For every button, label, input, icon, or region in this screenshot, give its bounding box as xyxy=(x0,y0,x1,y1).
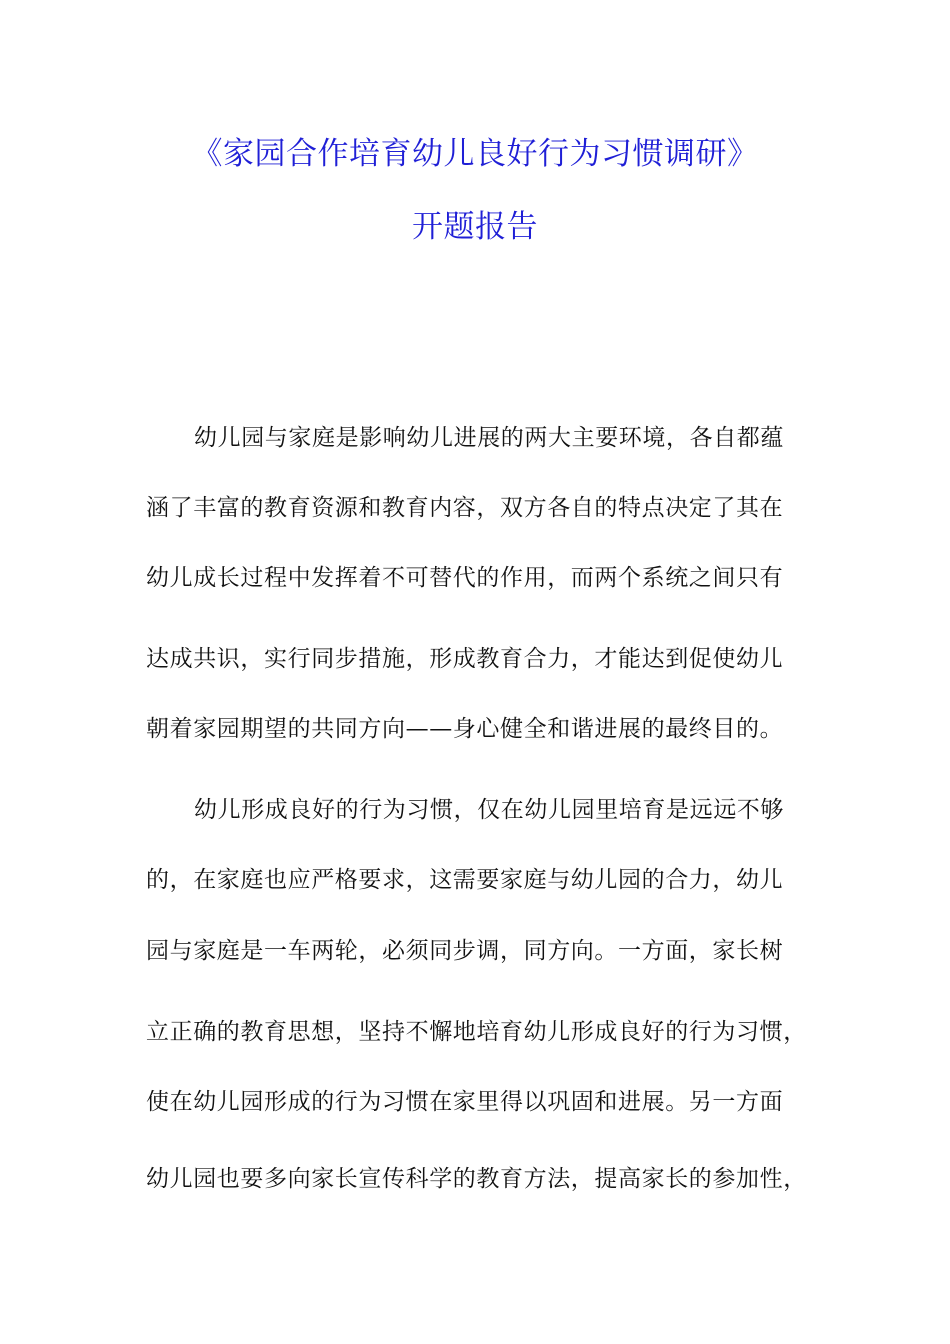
paragraph-2-line-5: 使在幼儿园形成的行为习惯在家里得以巩固和进展。另一方面 xyxy=(146,1089,784,1115)
paragraph-1-line-1: 幼儿园与家庭是影响幼儿进展的两大主要环境，各自都蕴 xyxy=(194,425,784,451)
paragraph-2-line-4: 立正确的教育思想，坚持不懈地培育幼儿形成良好的行为习惯， xyxy=(146,1019,807,1045)
paragraph-1-line-5: 朝着家园期望的共同方向——身心健全和谐进展的最终目的。 xyxy=(146,716,784,742)
paragraph-2-line-1: 幼儿形成良好的行为习惯，仅在幼儿园里培育是远远不够 xyxy=(194,797,784,823)
paragraph-2-line-2: 的，在家庭也应严格要求，这需要家庭与幼儿园的合力，幼儿 xyxy=(146,867,784,893)
paragraph-2-line-6: 幼儿园也要多向家长宣传科学的教育方法，提高家长的参加性， xyxy=(146,1166,807,1192)
paragraph-2-line-3: 园与家庭是一车两轮，必须同步调，同方向。一方面，家长树 xyxy=(146,938,784,964)
document-title-line-1: 《家园合作培育幼儿良好行为习惯调研》 xyxy=(191,136,759,172)
paragraph-1-line-4: 达成共识，实行同步措施，形成教育合力，才能达到促使幼儿 xyxy=(146,646,784,672)
paragraph-1-line-2: 涵了丰富的教育资源和教育内容，双方各自的特点决定了其在 xyxy=(146,495,784,521)
paragraph-1-line-3: 幼儿成长过程中发挥着不可替代的作用，而两个系统之间只有 xyxy=(146,565,784,591)
document-title-line-2: 开题报告 xyxy=(412,209,538,245)
